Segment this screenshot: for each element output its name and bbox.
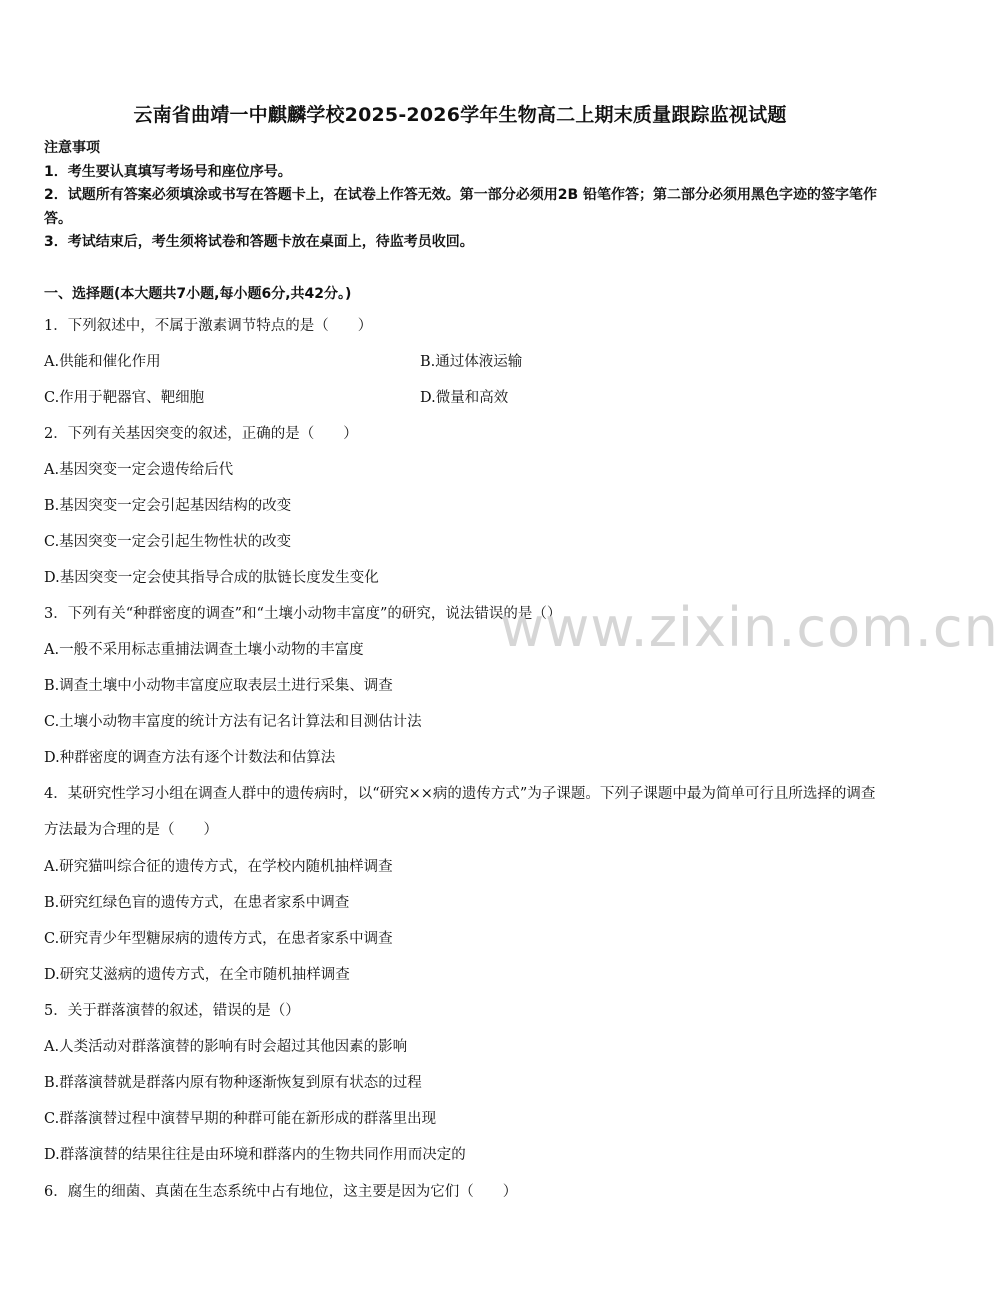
option-a: A.基因突变一定会遗传给后代: [44, 462, 234, 478]
option-c: C.土壤小动物丰富度的统计方法有记名计算法和目测估计法: [44, 714, 422, 730]
question-stem: 2．下列有关基因突变的叙述，正确的是（ ）: [44, 426, 358, 442]
exam-title: 云南省曲靖一中麒麟学校2025-2026学年生物高二上期末质量跟踪监视试题: [133, 104, 787, 126]
notice-item: 1．考生要认真填写考场号和座位序号。: [44, 163, 292, 180]
option-d: D.微量和高效: [420, 390, 509, 406]
notice-item: 2．试题所有答案必须填涂或书写在答题卡上，在试卷上作答无效。第一部分必须用2B 铅笔作答；第二部分必须用黑色字迹的签字笔作答。: [44, 187, 878, 227]
option-a: A.供能和催化作用: [44, 354, 161, 370]
option-c: C.研究青少年型糖尿病的遗传方式，在患者家系中调查: [44, 931, 393, 947]
option-d: D.基因突变一定会使其指导合成的肽链长度发生变化: [44, 570, 379, 586]
section-heading: 一、选择题(本大题共7小题,每小题6分,共42分。): [44, 286, 352, 302]
notice-item: 3．考试结束后，考生须将试卷和答题卡放在桌面上，待监考员收回。: [44, 234, 474, 250]
notice-block: [44, 137, 884, 255]
question-stem: 1．下列叙述中，不属于激素调节特点的是（ ）: [44, 318, 373, 334]
option-d: D.研究艾滋病的遗传方式，在全市随机抽样调查: [44, 967, 350, 983]
option-b: B.基因突变一定会引起基因结构的改变: [44, 498, 292, 514]
option-b: B.群落演替就是群落内原有物种逐渐恢复到原有状态的过程: [44, 1075, 422, 1091]
question-stem: 5．关于群落演替的叙述，错误的是（）: [44, 1003, 300, 1019]
question-stem: 4．某研究性学习小组在调查人群中的遗传病时，以“研究××病的遗传方式”为子课题。下列子课题中最为简单可行且所选择的调查方法最为合理的是（ ）: [44, 786, 876, 838]
notice-heading: 注意事项: [44, 140, 100, 156]
option-b: B.研究红绿色盲的遗传方式，在患者家系中调查: [44, 895, 350, 911]
option-a: A.研究猫叫综合征的遗传方式，在学校内随机抽样调查: [44, 859, 393, 875]
option-d: D.群落演替的结果往往是由环境和群落内的生物共同作用而决定的: [44, 1147, 466, 1163]
question-stem: 3．下列有关“种群密度的调查”和“土壤小动物丰富度”的研究，说法错误的是（）: [44, 606, 562, 622]
option-c: C.作用于靶器官、靶细胞: [44, 390, 205, 406]
option-c: C.群落演替过程中演替早期的种群可能在新形成的群落里出现: [44, 1111, 437, 1127]
option-a: A.人类活动对群落演替的影响有时会超过其他因素的影响: [44, 1039, 408, 1055]
option-b: B.通过体液运输: [420, 354, 523, 370]
question-stem: 6．腐生的细菌、真菌在生态系统中占有地位，这主要是因为它们（ ）: [44, 1184, 518, 1200]
option-c: C.基因突变一定会引起生物性状的改变: [44, 534, 292, 550]
option-b: B.调查土壤中小动物丰富度应取表层土进行采集、调查: [44, 678, 393, 694]
option-a: A.一般不采用标志重捕法调查土壤小动物的丰富度: [44, 642, 364, 658]
option-d: D.种群密度的调查方法有逐个计数法和估算法: [44, 750, 336, 766]
watermark: www.zixin.com.cn: [500, 596, 999, 659]
